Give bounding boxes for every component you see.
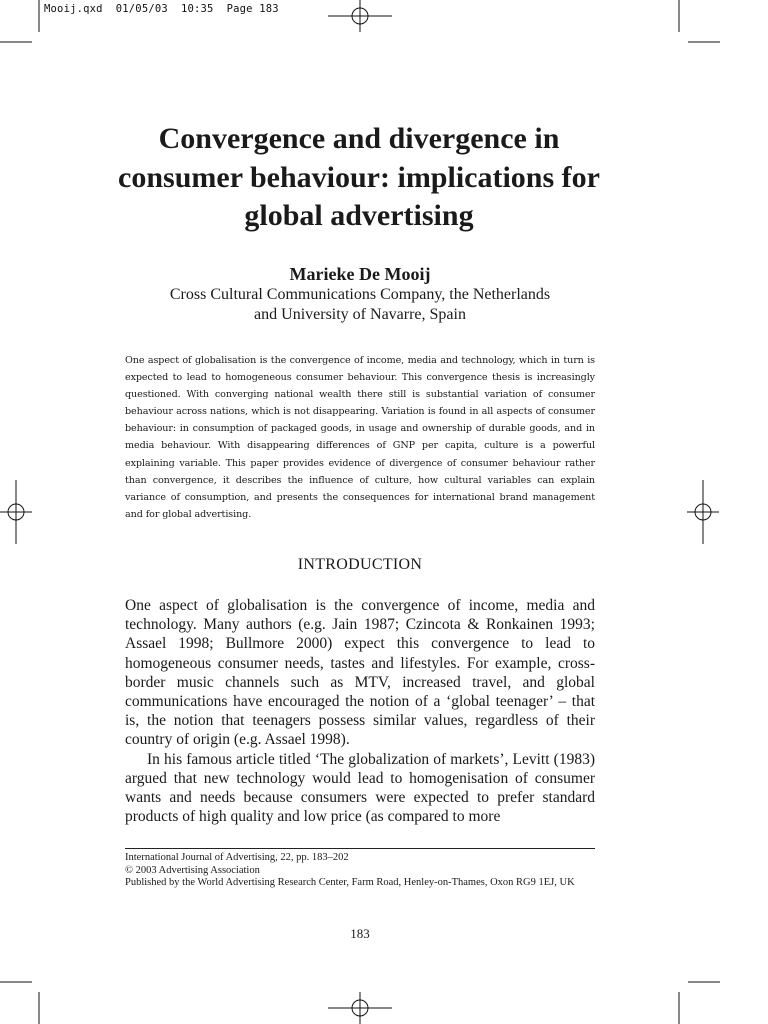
journal-footnote	[125, 848, 595, 890]
registration-mark-bottom	[328, 992, 392, 1024]
affiliation-line-1: Cross Cultural Communications Company, the Netherlands	[169, 286, 551, 303]
paragraph: In his famous article titled ‘The globalization of markets’, Levitt (1983) argued that new technology would lead to homogenisation of consumer wants and needs because consumers were expected to prefer standard products of high quality and low price (as compared to more	[125, 750, 595, 826]
registration-mark-right	[687, 480, 719, 544]
registration-mark-left	[0, 480, 32, 544]
page-number: 183	[350, 926, 370, 941]
author-affiliation	[125, 285, 595, 324]
abstract: One aspect of globalisation is the convergence of income, media and technology, which in turn is expected to lead to homogeneous consumer behaviour. This convergence thesis is increasingly questioned. With converging national wealth there still is substantial variation of consumer behaviour across nations, which is not disappearing. Variation is found in all aspects of consumer behaviour: in consumption of packaged goods, in usage and ownership of durable goods, and in media behaviour. With disappearing differences of GNP per capita, culture is a powerful explaining variable. This paper provides evidence of divergence of consumer behaviour rather than convergence, it describes the influence of culture, how cultural variables can explain variance of consumption, and presents the consequences for international brand management and for global advertising.	[125, 355, 595, 520]
body-text	[125, 596, 595, 826]
journal-citation: International Journal of Advertising, 22, pp. 183–202	[125, 852, 349, 863]
article-title: Convergence and divergence in consumer behaviour: implications for global advertising	[118, 122, 600, 232]
section-heading-introduction: INTRODUCTION	[297, 556, 423, 573]
author-name: Marieke De Mooij	[289, 264, 431, 284]
file-slug: Mooij.qxd 01/05/03 10:35 Page 183	[44, 3, 279, 15]
publisher-info: Published by the World Advertising Research Center, Farm Road, Henley-on-Thames, Oxon RG9 1EJ, UK	[125, 877, 575, 889]
copyright-notice: © 2003 Advertising Association	[125, 864, 260, 876]
paragraph: One aspect of globalisation is the convergence of income, media and technology. Many authors (e.g. Jain 1987; Czincota & Ronkainen 1993; Assael 1998; Bullmore 2000) expect this convergence to lead to homogeneous consumer needs, tastes and lifestyles. For example, cross-border music channels such as MTV, increased travel, and global communications have encouraged the notion of a ‘global teenager’ – that is, the notion that teenagers possess similar values, regardless of their country of origin (e.g. Assael 1998).	[125, 597, 595, 749]
affiliation-line-2: and University of Navarre, Spain	[254, 305, 466, 323]
registration-mark-top	[328, 0, 392, 32]
